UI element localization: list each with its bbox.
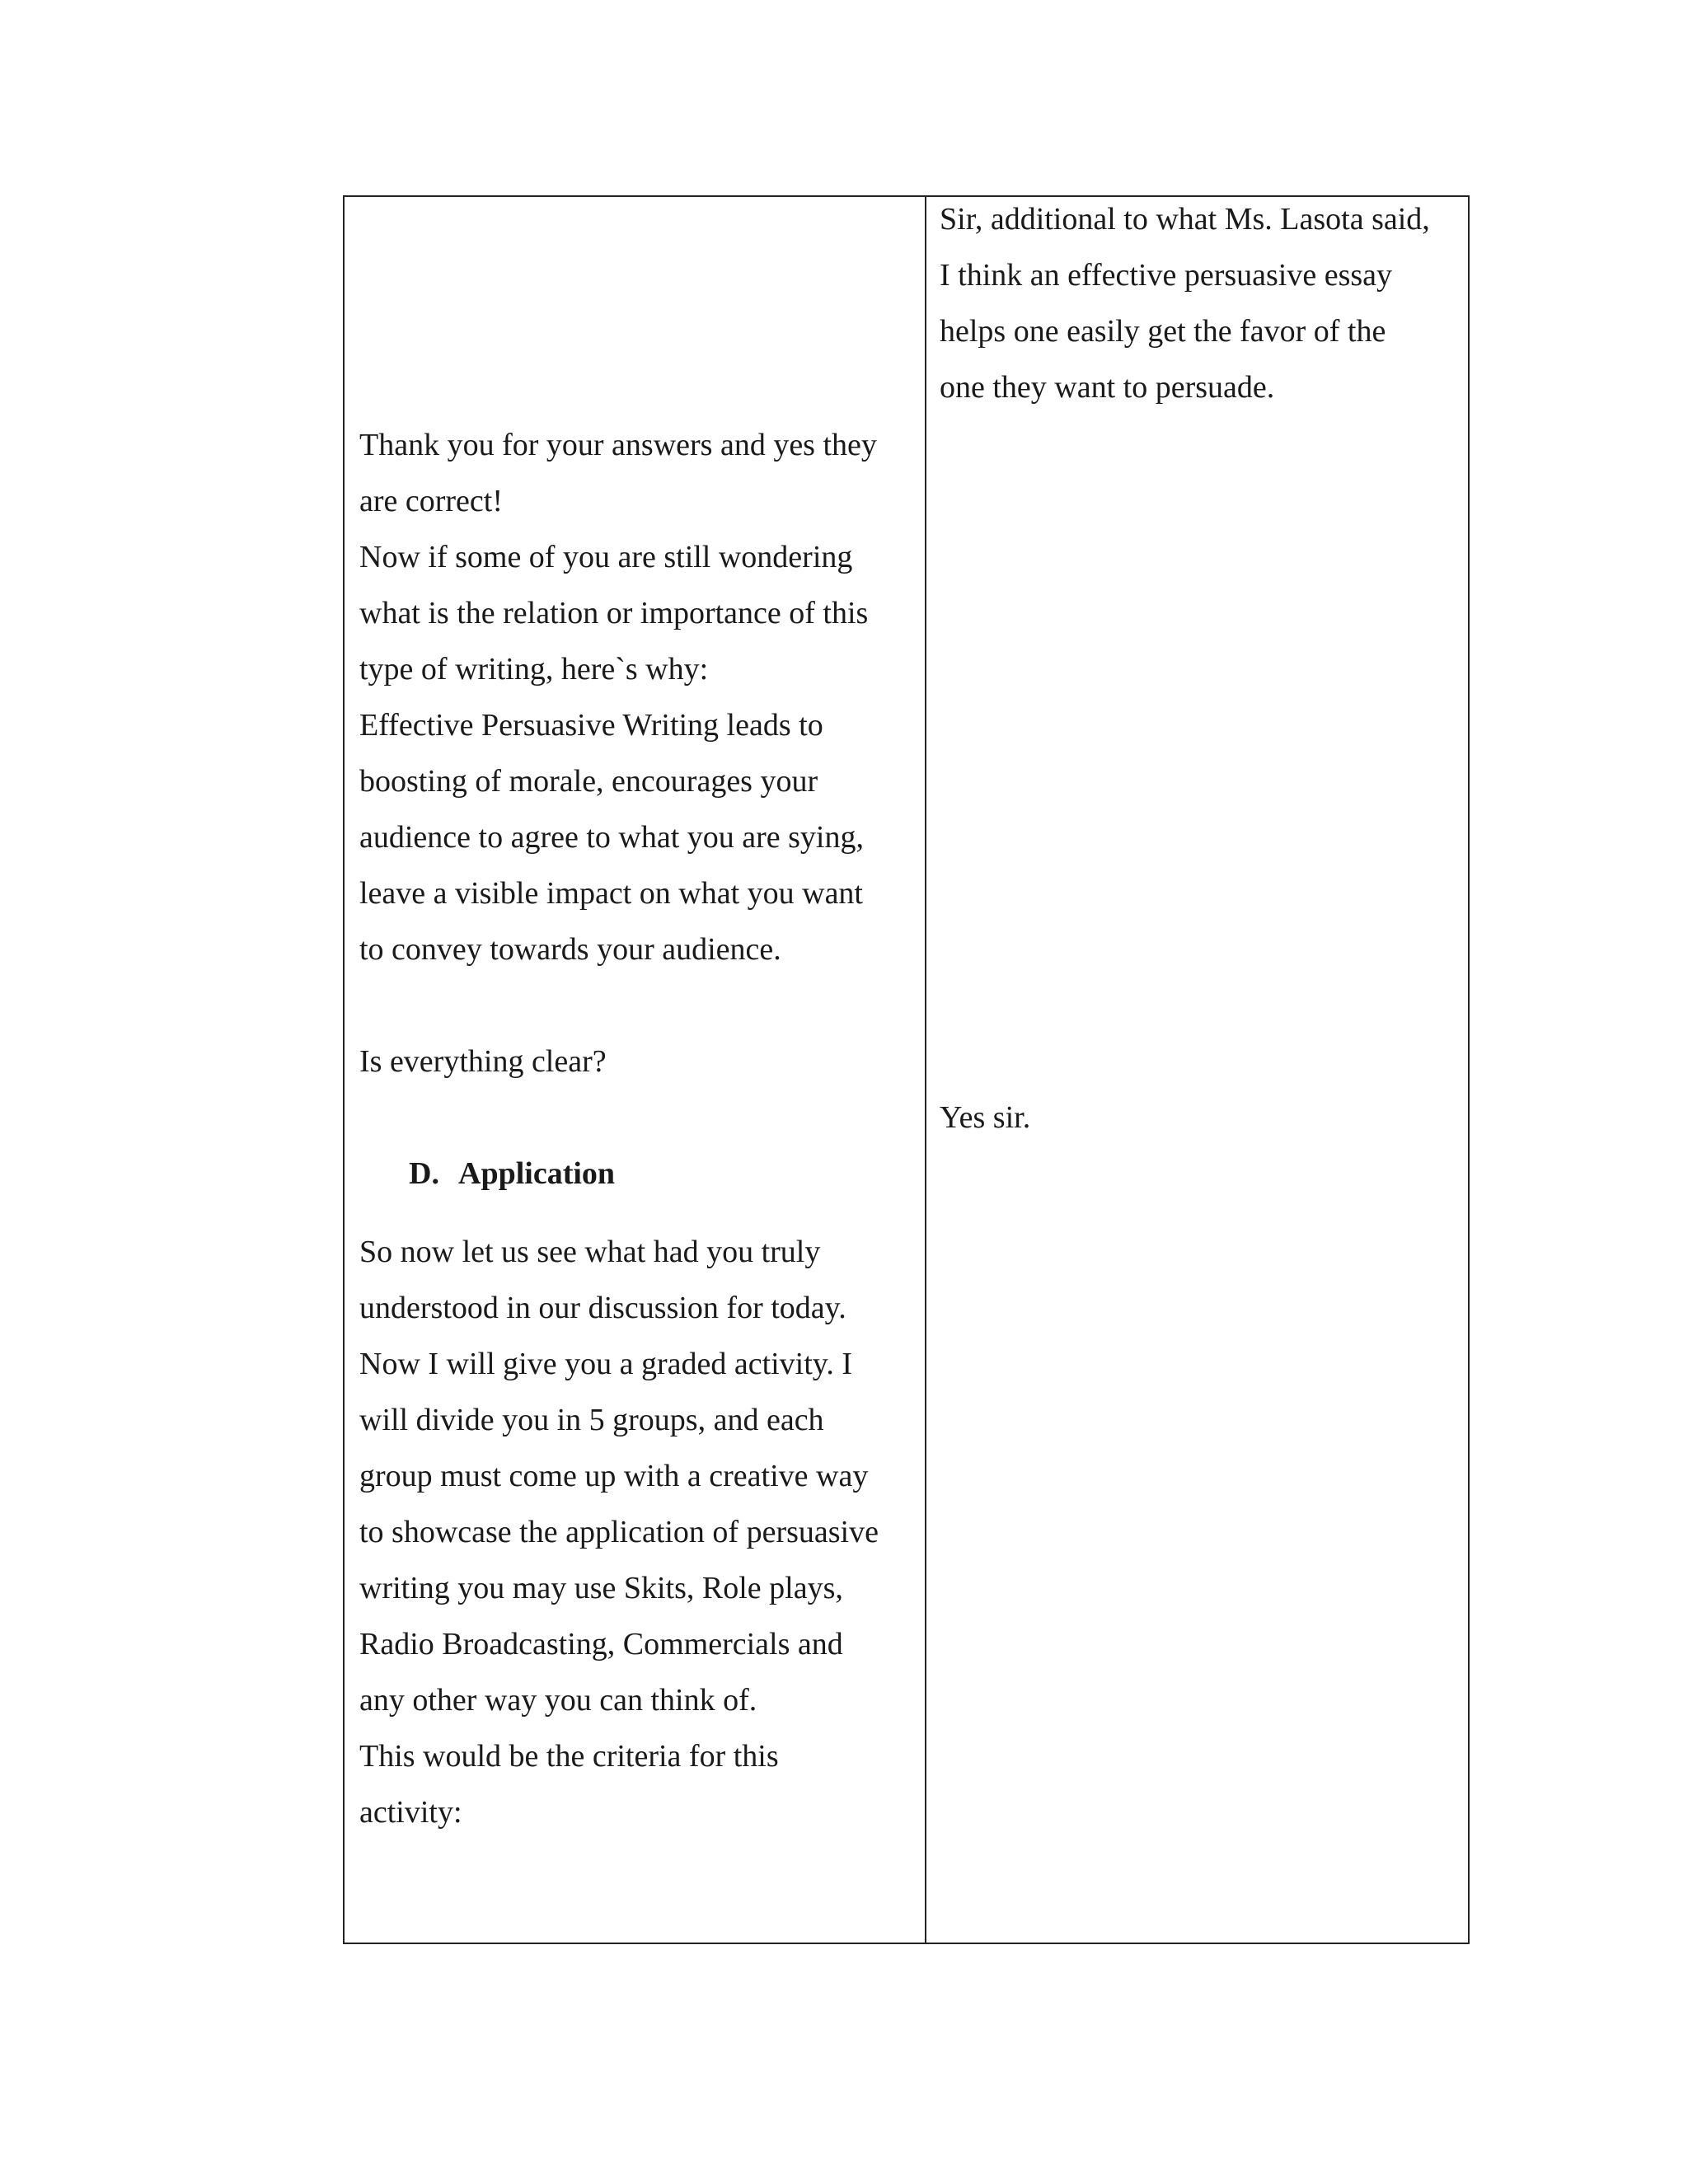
text-line: Effective Persuasive Writing leads to xyxy=(359,708,823,743)
text-line: This would be the criteria for this xyxy=(359,1739,779,1774)
text-line: to showcase the application of persuasive xyxy=(359,1515,879,1549)
section-letter: D. xyxy=(409,1156,439,1191)
text-line: boosting of morale, encourages your xyxy=(359,764,818,799)
question-text: Is everything clear? xyxy=(359,1044,607,1079)
text-line: audience to agree to what you are sying, xyxy=(359,820,864,855)
text-line: are correct! xyxy=(359,484,504,518)
lesson-plan-table xyxy=(343,195,1470,1944)
text-line: So now let us see what had you truly xyxy=(359,1235,821,1269)
text-line: leave a visible impact on what you want xyxy=(359,876,863,911)
text-line: helps one easily get the favor of the xyxy=(940,314,1386,349)
section-heading xyxy=(409,1155,615,1193)
text-line: Now I will give you a graded activity. I xyxy=(359,1347,852,1381)
text-line: Now if some of you are still wondering xyxy=(359,540,853,574)
text-line: writing you may use Skits, Role plays, xyxy=(359,1571,843,1605)
teacher-activity-cell xyxy=(345,197,925,1943)
text-line: one they want to persuade. xyxy=(940,370,1275,405)
student-activity-cell xyxy=(926,197,1468,1943)
text-line: will divide you in 5 groups, and each xyxy=(359,1403,824,1437)
text-line: what is the relation or importance of this xyxy=(359,596,869,630)
section-title: Application xyxy=(458,1156,616,1191)
text-line: Sir, additional to what Ms. Lasota said, xyxy=(940,202,1430,237)
text-line: any other way you can think of. xyxy=(359,1683,757,1718)
text-line: Thank you for your answers and yes they xyxy=(359,428,877,462)
text-line: to convey towards your audience. xyxy=(359,932,781,967)
text-line: type of writing, here`s why: xyxy=(359,652,709,687)
text-line: Radio Broadcasting, Commercials and xyxy=(359,1627,843,1661)
text-line: I think an effective persuasive essay xyxy=(940,258,1393,293)
student-response: Yes sir. xyxy=(940,1100,1031,1135)
text-line: group must come up with a creative way xyxy=(359,1459,869,1493)
text-line: activity: xyxy=(359,1795,462,1830)
text-line: understood in our discussion for today. xyxy=(359,1291,846,1325)
